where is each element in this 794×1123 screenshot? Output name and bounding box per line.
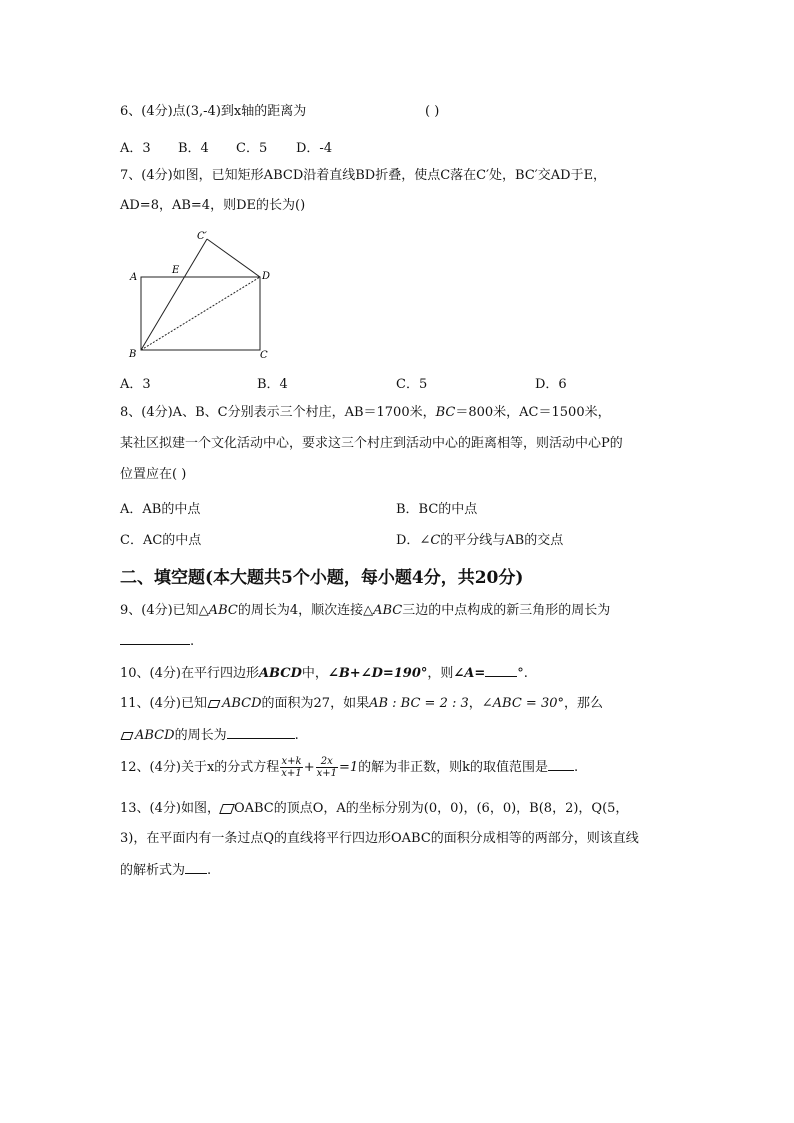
- question-11-line2: ABCD的周长为 .: [120, 726, 299, 745]
- section-2-heading: 二、填空题(本大题共5个小题，每小题4分，共20分): [120, 568, 524, 588]
- question-13-line3: 的解析式为 .: [120, 863, 212, 878]
- q7-rectangle-figure: [125, 225, 285, 365]
- q6-option-a: A．3: [120, 141, 151, 156]
- fraction-2: $\frac{2x}{x+1}$: [316, 756, 337, 779]
- q6-option-d: D．-4: [296, 141, 333, 156]
- fig-label-a: A: [130, 272, 138, 283]
- q8-option-d: D．∠C的平分线与AB的交点: [396, 533, 564, 548]
- parallelogram-icon: [121, 732, 134, 740]
- fraction-1: $\frac{x+k}{x+1}$: [281, 756, 302, 779]
- q6-option-b: B．4: [178, 141, 209, 156]
- q7-option-b: B．4: [257, 377, 288, 392]
- question-13-line1: 13、(4分)如图， OABC的顶点O，A的坐标分别为(0，0)，(6，0)，B(8，2)，Q(5，: [120, 801, 629, 816]
- q8-option-a: A．AB的中点: [120, 502, 201, 517]
- fig-label-c-prime: C′: [197, 231, 207, 242]
- q8-option-c: C．AC的中点: [120, 533, 202, 548]
- question-9-line1: 9、(4分)已知△ABC的周长为4，顺次连接△ABC三边的中点构成的新三角形的周长为: [120, 603, 611, 618]
- q12-answer-blank[interactable]: [548, 758, 574, 771]
- fig-diagonal-bd: [141, 277, 260, 350]
- q6-option-c: C．5: [236, 141, 268, 156]
- question-9-line2: .: [120, 632, 194, 651]
- q7-option-a: A．3: [120, 377, 151, 392]
- fig-line-bc-prime: [141, 239, 207, 350]
- question-13-line2: 3)，在平面内有一条过点Q的直线将平行四边形OABC的面积分成相等的两部分，则该直线: [120, 831, 639, 846]
- question-10: 10、(4分)在平行四边形ABCD中，∠B+∠D=190°，则∠A= °.: [120, 666, 528, 681]
- question-6-answer-paren: ( ): [425, 104, 440, 119]
- question-7-line1: 7、(4分)如图，已知矩形ABCD沿着直线BD折叠，使点C落在C′处，BC′交AD于E，: [120, 168, 607, 183]
- fig-label-b: B: [129, 349, 137, 360]
- parallelogram-icon: [219, 804, 235, 814]
- q13-answer-blank[interactable]: [185, 861, 207, 874]
- q7-option-d: D．6: [535, 377, 567, 392]
- fig-label-e: E: [172, 265, 180, 276]
- q7-option-c: C．5: [396, 377, 428, 392]
- q11-answer-blank[interactable]: [227, 726, 295, 739]
- fig-label-c: C: [260, 350, 268, 361]
- question-8-line3: 位置应在( ): [120, 467, 187, 482]
- q9-answer-blank[interactable]: [120, 632, 190, 645]
- question-8-line1: 8、(4分)A、B、C分别表示三个村庄，AB＝1700米，BC＝800米，AC＝1500米，: [120, 405, 611, 420]
- question-6: 6、(4分)点(3,-4)到x轴的距离为: [120, 104, 307, 119]
- question-7-line2: AD=8，AB=4，则DE的长为(): [120, 198, 306, 213]
- question-11-line1: 11、(4分)已知 ABCD的面积为27，如果AB : BC = 2 : 3，∠ABC = 30°，那么: [120, 696, 604, 711]
- question-8-line2: 某社区拟建一个文化活动中心，要求这三个村庄到活动中心的距离相等，则活动中心P的: [120, 436, 623, 451]
- q10-answer-blank[interactable]: [485, 664, 517, 677]
- question-12: 12、(4分)关于x的分式方程 $\frac{x+k}{x+1}$ + $\frac{2x}{x+1}$ =1的解为非正数，则k的取值范围是 .: [120, 756, 579, 779]
- parallelogram-icon: [208, 700, 221, 708]
- fig-rectangle-abcd: [141, 277, 260, 350]
- fig-label-d: D: [262, 271, 271, 282]
- q8-option-b: B．BC的中点: [396, 502, 478, 517]
- fig-line-c-prime-d: [207, 239, 260, 277]
